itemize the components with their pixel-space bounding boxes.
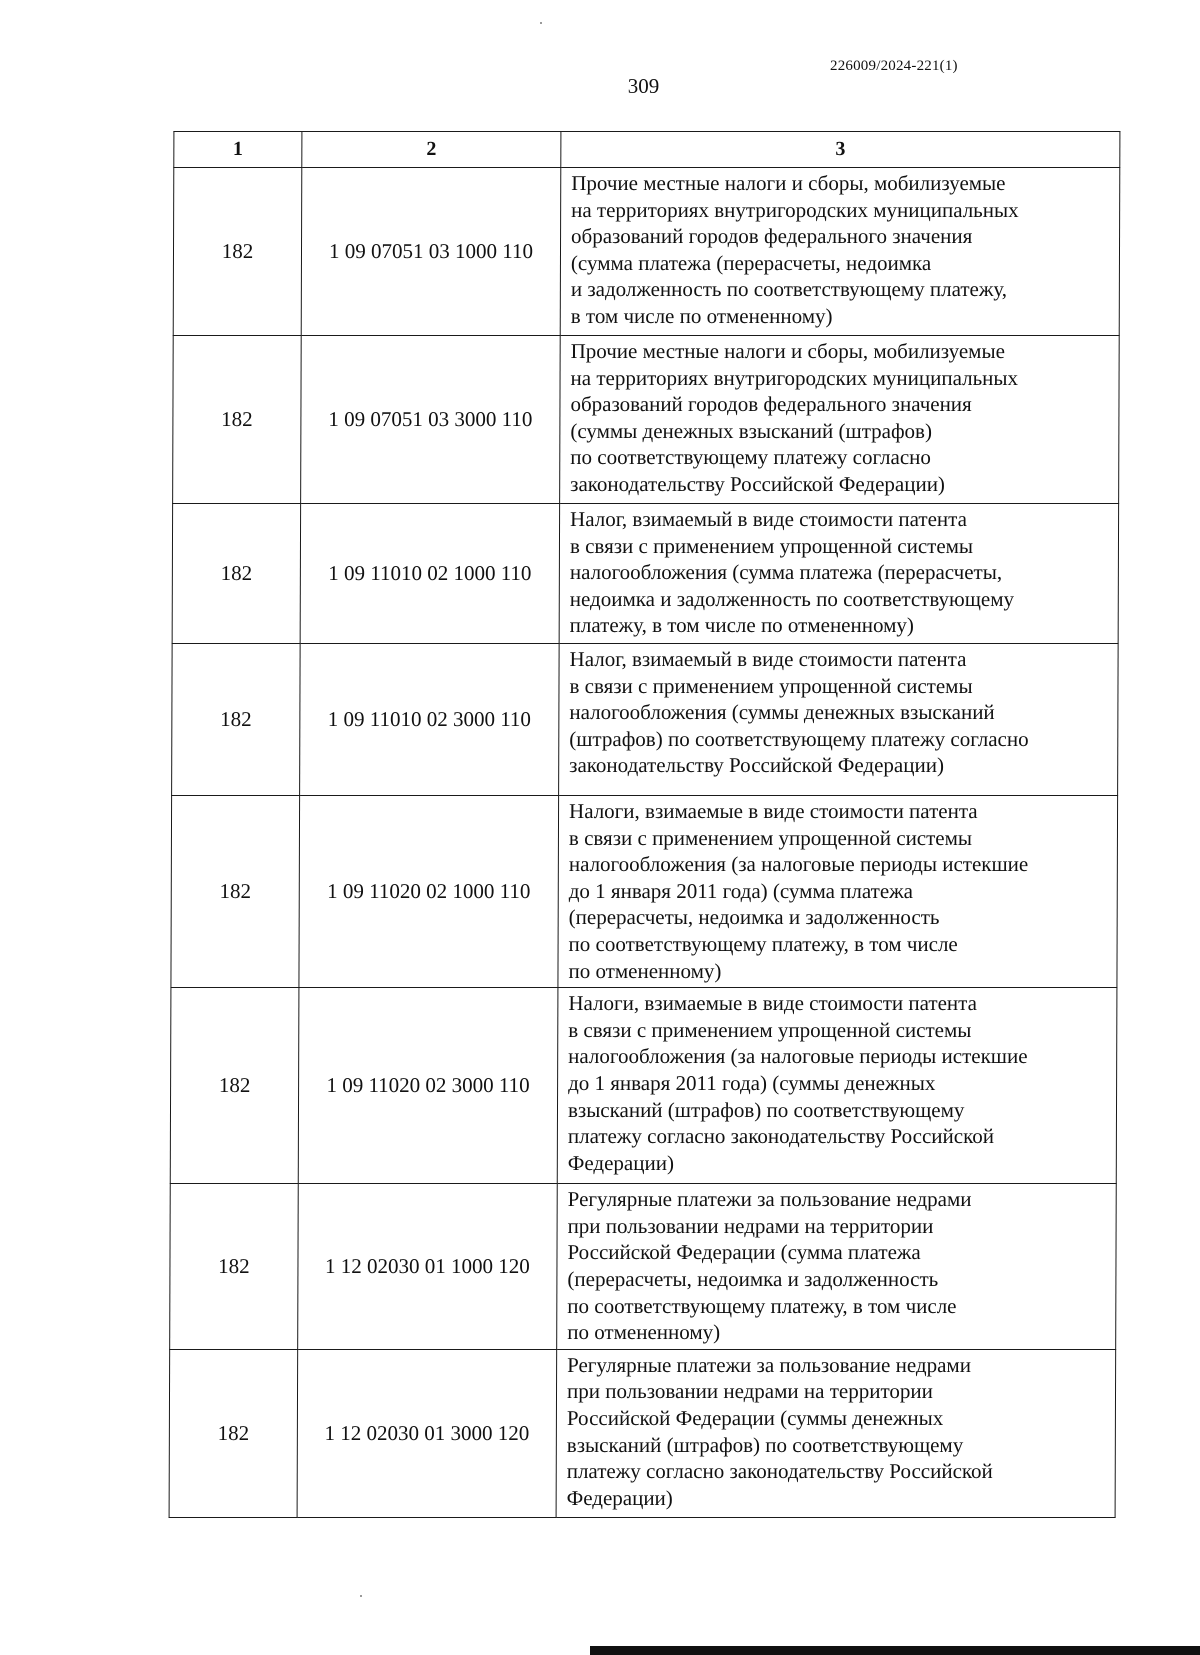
budget-code-cell: 1 09 11020 02 1000 110 [299, 796, 559, 988]
column-header-description: 3 [561, 132, 1120, 168]
table-body [169, 168, 1120, 1518]
budget-codes-table [169, 131, 1121, 1518]
document-id: 226009/2024-221(1) [830, 58, 958, 74]
scan-edge-bar [590, 1646, 1200, 1655]
admin-code-cell: 182 [173, 336, 302, 504]
description-cell: Прочие местные налоги и сборы, мобилизуемые на территориях внутригородских муниципальных образований городов федерального значения (суммы денежных взысканий (штрафов) по соответствующему платежу согласно законодательству Российской Федерации) [560, 336, 1120, 504]
admin-code-cell: 182 [170, 1184, 299, 1350]
description-cell: Налоги, взимаемые в виде стоимости патента в связи с применением упрощенной системы налогообложения (за налоговые периоды истекшие до 1 января 2011 года) (сумма платежа (перерасчеты, недоимка и задолженность по соответствующему платежу, в том числе по отмененному) [558, 796, 1118, 988]
table-header-row [174, 132, 1120, 168]
table-header [174, 132, 1120, 168]
table-row [170, 1184, 1117, 1350]
admin-code-cell: 182 [169, 1349, 298, 1517]
budget-code-cell: 1 09 11020 02 3000 110 [298, 988, 558, 1184]
admin-code-cell: 182 [172, 504, 300, 644]
table-row [171, 796, 1118, 988]
column-header-budget-code: 2 [302, 132, 561, 168]
description-cell: Налог, взимаемый в виде стоимости патента в связи с применением упрощенной системы налогообложения (суммы денежных взысканий (штрафов) по соответствующему платежу согласно законодательству Российской Федерации) [559, 644, 1119, 796]
budget-code-cell: 1 09 07051 03 1000 110 [301, 168, 561, 336]
budget-code-cell: 1 09 11010 02 1000 110 [300, 504, 559, 644]
table-row [170, 988, 1117, 1184]
budget-code-cell: 1 09 11010 02 3000 110 [300, 644, 560, 796]
table-row [172, 644, 1119, 796]
table-row [173, 336, 1120, 504]
description-cell: Регулярные платежи за пользование недрами при пользовании недрами на территории Российской Федерации (сумма платежа (перерасчеты, недоимка и задолженность по соответствующему платежу, в том числе по отмененному) [557, 1184, 1117, 1350]
table-row [169, 1349, 1116, 1517]
admin-code-cell: 182 [173, 168, 302, 336]
description-cell: Регулярные платежи за пользование недрами при пользовании недрами на территории Российской Федерации (суммы денежных взысканий (штрафов) по соответствующему платежу согласно законодательству Российской Федерации) [556, 1349, 1116, 1517]
budget-code-cell: 1 12 02030 01 1000 120 [298, 1184, 558, 1350]
budget-code-cell: 1 09 07051 03 3000 110 [301, 336, 561, 504]
table-row [173, 168, 1120, 336]
description-cell: Налоги, взимаемые в виде стоимости патента в связи с применением упрощенной системы налогообложения (за налоговые периоды истекшие до 1 января 2011 года) (суммы денежных взысканий (штрафов) по соответствующему платежу согласно законодательству Российской Федерации) [557, 988, 1117, 1184]
admin-code-cell: 182 [172, 644, 301, 796]
table-row [172, 504, 1118, 644]
admin-code-cell: 182 [170, 988, 299, 1184]
scan-speck [540, 22, 542, 24]
page-number: 309 [627, 74, 660, 98]
description-cell: Налог, взимаемый в виде стоимости патента в связи с применением упрощенной системы налогообложения (сумма платежа (перерасчеты, недоимка и задолженность по соответствующему платежу, в том числе по отмененному) [559, 504, 1118, 644]
column-header-admin-code: 1 [174, 132, 302, 168]
scan-speck [360, 1595, 362, 1597]
budget-code-cell: 1 12 02030 01 3000 120 [297, 1349, 557, 1517]
description-cell: Прочие местные налоги и сборы, мобилизуемые на территориях внутригородских муниципальных образований городов федерального значения (сумма платежа (перерасчеты, недоимка и задолженность по соответствующему платежу, в том числе по отмененному) [560, 168, 1120, 336]
admin-code-cell: 182 [171, 796, 300, 988]
